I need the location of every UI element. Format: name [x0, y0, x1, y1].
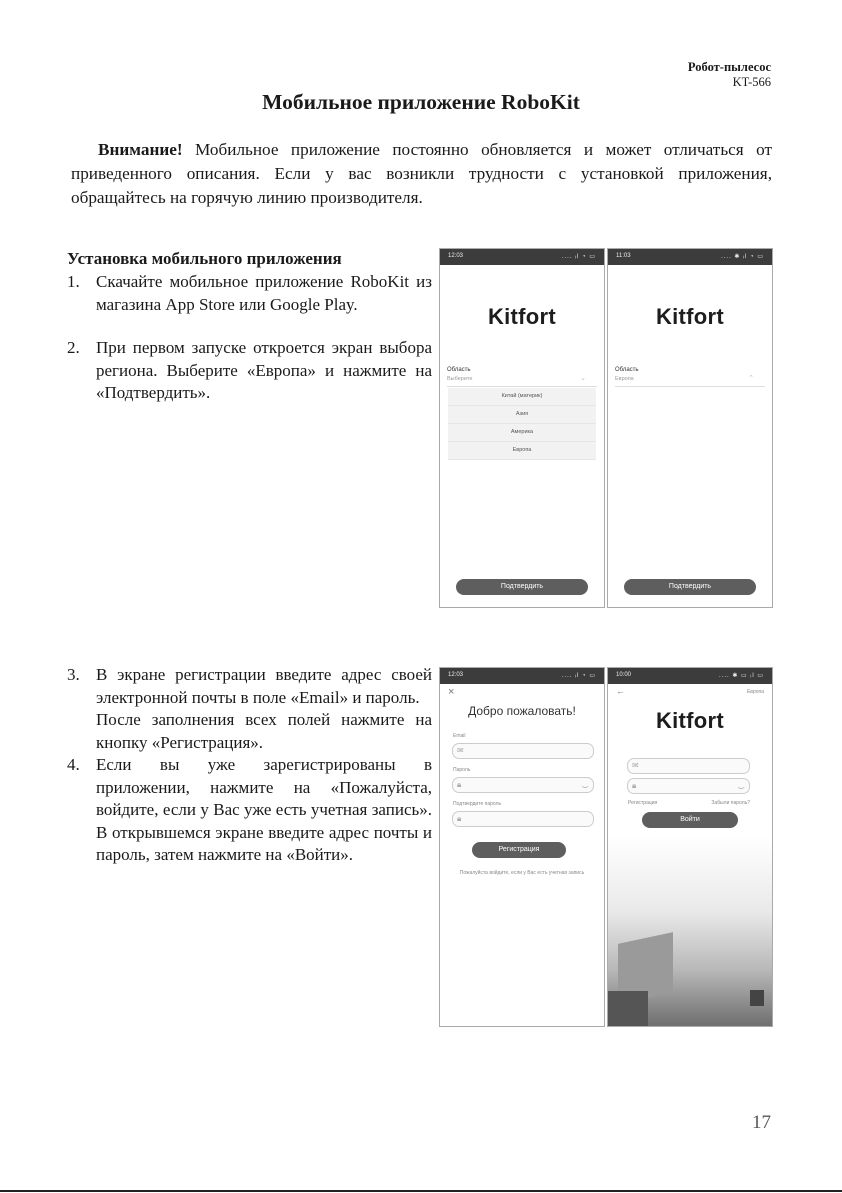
signal-icons: .... ᵢl ◔ ▭: [561, 254, 596, 260]
status-bar: 12:03 .... ᵢl ◔ ▭: [440, 668, 604, 684]
forgot-password-link[interactable]: Забыли пароль?: [711, 800, 750, 806]
region-value[interactable]: Европа: [615, 376, 634, 382]
running-header: [688, 60, 771, 90]
lock-icon: 🔒︎: [457, 814, 462, 823]
step-number: 3.: [67, 665, 80, 684]
confirm-button[interactable]: Подтвердить: [624, 579, 756, 595]
register-link[interactable]: Регистрация: [628, 800, 658, 806]
step-2: [67, 337, 432, 405]
confirm-password-label: Подтвердите пароль: [453, 801, 502, 807]
welcome-title: Добро пожаловать!: [468, 704, 576, 718]
step-text: Если вы уже зарегистрированы в приложении, нажмите на «Пожалуйста, войдите, если у Вас уже есть учетная запись». В открывшемся экране введите адрес почты и пароль, затем нажмите на «Войти».: [96, 755, 432, 864]
kitfort-logo: Kitfort: [655, 708, 725, 733]
password-label: Пароль: [453, 767, 471, 773]
region-placeholder[interactable]: Выберите: [447, 376, 473, 382]
email-label: Email: [453, 733, 466, 739]
floor-shadow: [608, 991, 648, 1026]
step-text: При первом запуске откроется экран выбора региона. Выберите «Европа» и нажмите на «Подтвердить».: [96, 338, 432, 402]
region-label: Область: [615, 367, 639, 373]
steps-group-1: [67, 271, 432, 405]
password-field[interactable]: [452, 777, 594, 793]
step-3: [67, 664, 432, 754]
login-button[interactable]: Войти: [642, 812, 738, 828]
step-text-continued: После заполнения всех полей нажмите на кнопку «Регистрация».: [96, 710, 432, 752]
close-icon[interactable]: ×: [448, 686, 455, 698]
step-text: В экране регистрации введите адрес своей электронной почты в поле «Email» и пароль.: [96, 665, 432, 707]
step-number: 1.: [67, 272, 80, 291]
header-model: KT-566: [732, 75, 771, 89]
intro-warning: Внимание!: [98, 140, 183, 159]
chevron-down-icon[interactable]: ⌄: [580, 375, 586, 382]
steps-group-2: [67, 664, 432, 867]
signal-icons: .... ✱ ▭ ᵢl ▭: [719, 673, 764, 679]
login-link[interactable]: Пожалуйста войдите, если у Вас есть учетная запись: [459, 870, 585, 876]
screenshot-region-select: [439, 248, 605, 608]
signal-icons: .... ᵢl ◔ ▭: [561, 673, 596, 679]
step-1: [67, 271, 432, 316]
confirm-password-field[interactable]: [452, 811, 594, 827]
step-text: Скачайте мобильное приложение RoboKit из магазина App Store или Google Play.: [96, 272, 432, 314]
section-title: Установка мобильного приложения: [67, 249, 342, 268]
plant-pot: [750, 990, 764, 1006]
intro-text: Мобильное приложение постоянно обновляется и может отличаться от приведенного описания. Если у вас возникли трудности с установкой приложения, обращайтесь на горячую линию производителя.: [71, 140, 772, 207]
region-underline: [447, 386, 597, 387]
mail-icon: ✉: [457, 746, 464, 755]
status-bar: 11:03 .... ✱ ᵢl ◔ ▭: [608, 249, 772, 265]
screenshot-registration: [439, 667, 605, 1027]
mail-icon: ✉: [632, 761, 639, 770]
intro-paragraph: [71, 138, 772, 210]
screenshot-login: [607, 667, 773, 1027]
lock-icon: 🔒︎: [457, 780, 462, 789]
chevron-up-icon[interactable]: ⌃: [748, 375, 754, 382]
password-field[interactable]: [627, 778, 750, 794]
confirm-button[interactable]: Подтвердить: [456, 579, 588, 595]
step-number: 2.: [67, 338, 80, 357]
kitfort-logo: Kitfort: [487, 304, 557, 329]
back-arrow-icon[interactable]: ←: [616, 686, 625, 696]
lock-icon: 🔒︎: [632, 781, 637, 790]
region-option[interactable]: Америка: [448, 424, 596, 442]
register-button[interactable]: Регистрация: [472, 842, 566, 858]
region-label: Область: [447, 367, 471, 373]
eye-hidden-icon[interactable]: ‿: [738, 782, 744, 789]
region-option[interactable]: Китай (материк): [448, 388, 596, 406]
email-field[interactable]: [452, 743, 594, 759]
step-4: [67, 754, 432, 867]
status-bar: 12:03 .... ᵢl ◔ ▭: [440, 249, 604, 265]
screenshot-region-selected: [607, 248, 773, 608]
page-title: Мобильное приложение RoboKit: [262, 90, 580, 114]
kitfort-logo: Kitfort: [655, 304, 725, 329]
header-product: Робот-пылесос: [687, 60, 771, 74]
region-option[interactable]: Азия: [448, 406, 596, 424]
region-indicator[interactable]: Европа: [746, 689, 764, 695]
bottom-rule: [0, 1190, 842, 1192]
eye-hidden-icon[interactable]: ‿: [582, 781, 588, 788]
region-dropdown-list: [448, 388, 596, 460]
region-underline: [615, 386, 765, 387]
region-option[interactable]: Европа: [448, 442, 596, 460]
email-field[interactable]: [627, 758, 750, 774]
status-bar: 10:00 .... ✱ ▭ ᵢl ▭: [608, 668, 772, 684]
signal-icons: .... ✱ ᵢl ◔ ▭: [721, 254, 764, 260]
page-number: 17: [752, 1112, 771, 1133]
step-number: 4.: [67, 755, 80, 774]
